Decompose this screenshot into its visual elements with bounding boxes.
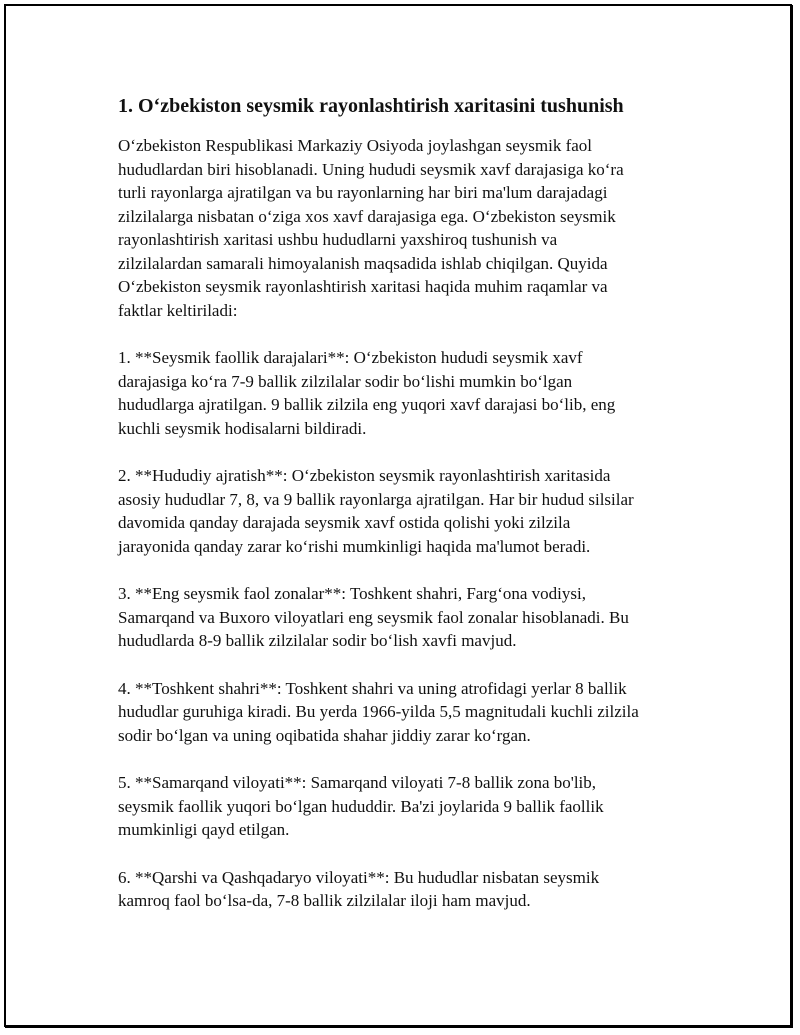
section-heading: 1. O‘zbekiston seysmik rayonlashtirish xaritasini tushunish	[118, 95, 624, 117]
item-most-active-zones: 3. **Eng seysmik faol zonalar**: Toshkent shahri, Farg‘ona vodiysi, Samarqand va Buxoro viloyatlari eng seysmik faol zonalar hisoblanadi. Bu hududlarda 8-9 ballik zilzilalar sodir bo‘lish xavfi mavjud.	[118, 584, 629, 650]
intro-paragraph: O‘zbekiston Respublikasi Markaziy Osiyoda joylashgan seysmik faol hududlardan biri hisoblanadi. Uning hududi seysmik xavf darajasiga ko‘ra turli rayonlarga ajratilgan va bu rayonlarning har biri ma'lum darajadagi zilzilalarga nisbatan o‘ziga xos xavf darajasiga ega. O‘zbekiston seysmik rayonlashtirish xaritasi ushbu hududlarni yaxshiroq tushunish va zilzilalardan samarali himoyalanish maqsadida ishlab chiqilgan. Quyida O‘zbekiston seysmik rayonlashtirish xaritasi haqida muhim raqamlar va faktlar keltiriladi:	[118, 136, 624, 320]
item-karshi-kashkadarya: 6. **Qarshi va Qashqadaryo viloyati**: Bu hududlar nisbatan seysmik kamroq faol bo‘lsa-da, 7-8 ballik zilzilalar iloji ham mavjud.	[118, 867, 600, 910]
document-body	[118, 92, 688, 937]
item-samarkand-region: 5. **Samarqand viloyati**: Samarqand viloyati 7-8 ballik zona bo'lib, seysmik faollik yuqori bo‘lgan hududdir. Ba'zi joylarida 9 ballik faollik mumkinligi qayd etilgan.	[118, 773, 604, 839]
item-tashkent-city: 4. **Toshkent shahri**: Toshkent shahri va uning atrofidagi yerlar 8 ballik hududlar guruhiga kiradi. Bu yerda 1966-yilda 5,5 magnitudali kuchli zilzila sodir bo‘lgan va uning oqibatida shahar jiddiy zarar ko‘rgan.	[118, 678, 639, 745]
item-regional-division: 2. **Hududiy ajratish**: O‘zbekiston seysmik rayonlashtirish xaritasida asosiy hududlar 7, 8, va 9 ballik rayonlarga ajratilgan. Har bir hudud silsilar davomida qanday darajada seysmik xavf ostida qolishi yoki zilzila jarayonida qanday zarar ko‘rishi mumkinligi haqida ma'lumot beradi.	[118, 466, 634, 556]
item-seismic-activity-levels: 1. **Seysmik faollik darajalari**: O‘zbekiston hududi seysmik xavf darajasiga ko‘ra 7-9 ballik zilzilalar sodir bo‘lishi mumkin bo‘lgan hududlarga ajratilgan. 9 ballik zilzila eng yuqori xavf darajasi bo‘lib, eng kuchli seysmik hodisalarni bildiradi.	[118, 348, 616, 438]
